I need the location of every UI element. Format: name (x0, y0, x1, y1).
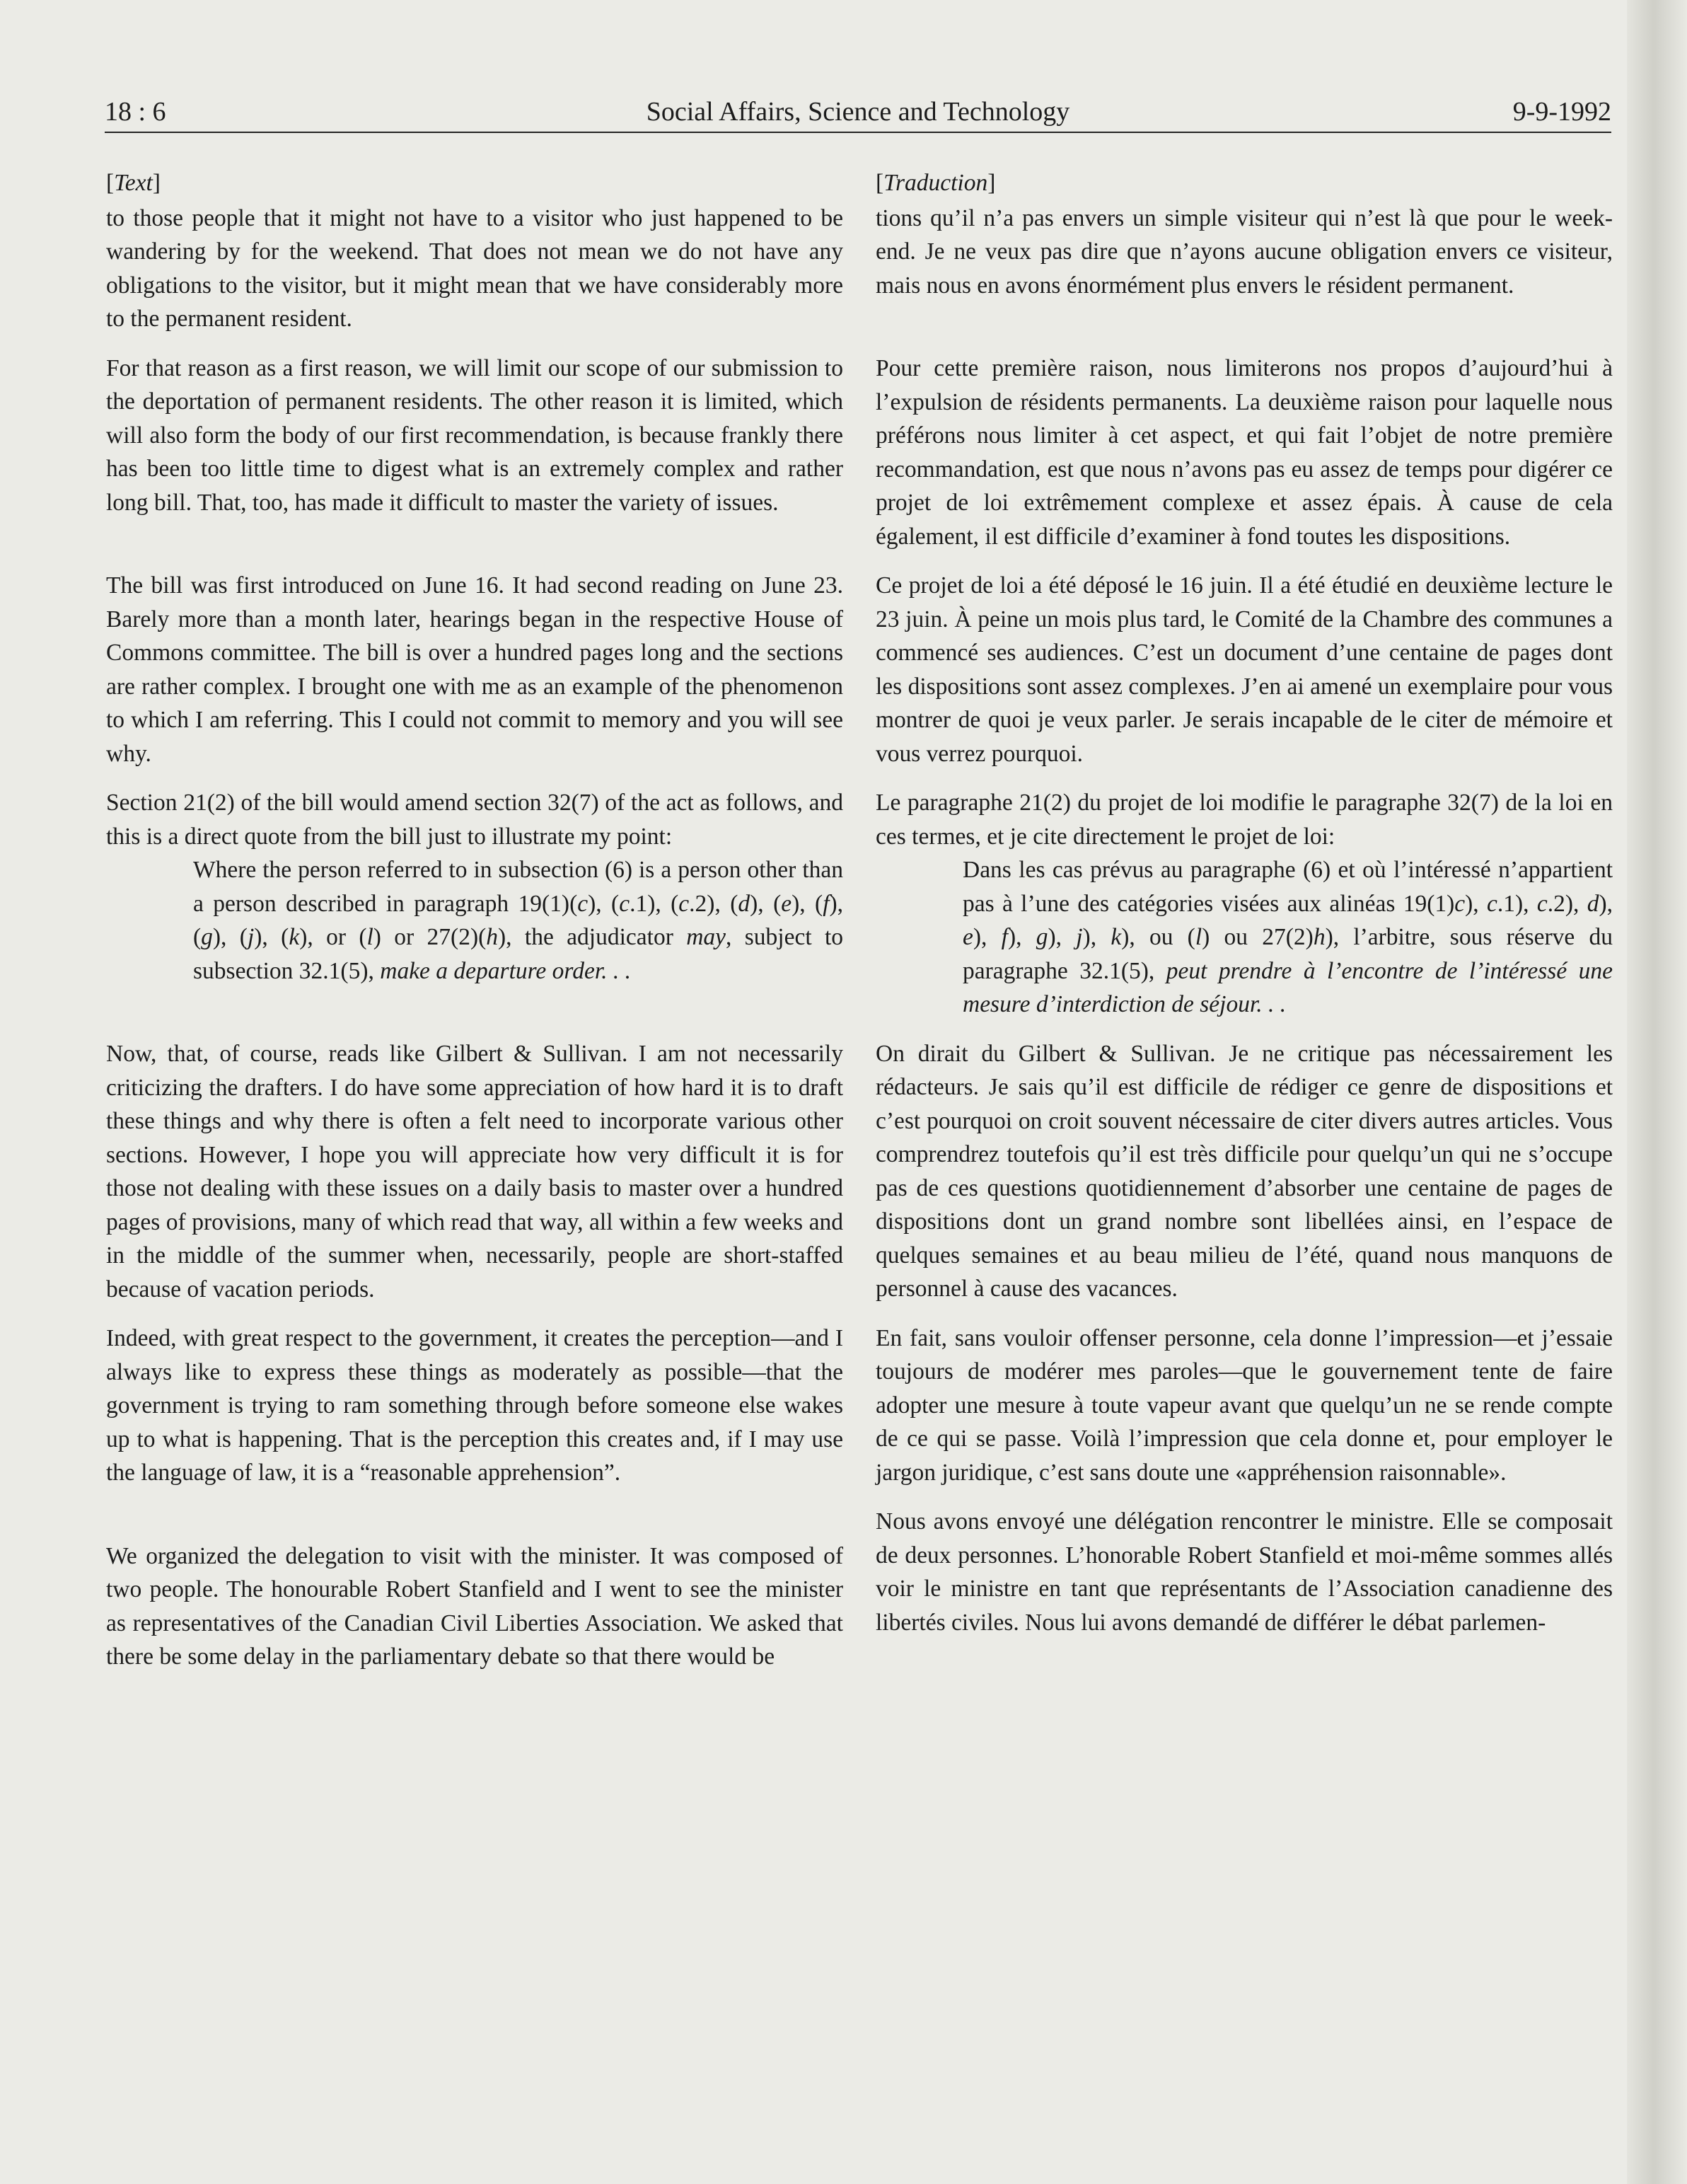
paragraph: The bill was first introduced on June 16. It had second reading on June 23. Barely more than a month later, hearings began in the respective House of Commons committee. The bill is over a hundred pages long and the sections are rather complex. I brought one with me as an example of the phenomenon to which I am referring. This I could not commit to memory and you will see why. (106, 572, 843, 767)
running-header (105, 96, 1611, 133)
paragraph: Section 21(2) of the bill would amend section 32(7) of the act as follows, and this is a direct quote from the bill just to illustrate my point: (106, 790, 843, 850)
paragraph: Now, that, of course, reads like Gilbert & Sullivan. I am not necessarily criticizing the drafters. I do have some appreciation of how hard it is to draft these things and why there is often a felt need to incorporate various other sections. However, I hope you will appreciate how very difficult it is for those not dealing with these issues on a daily basis to master over a hundred pages of provisions, many of which read that way, all within a few weeks and in the middle of the summer when, necessarily, people are short-staffed because of vacation periods. (106, 1041, 843, 1302)
text-label: [Text] (106, 170, 161, 196)
french-column (876, 166, 1613, 1639)
header-title: Social Affairs, Science and Technology (646, 97, 1070, 127)
block-quote: Where the person referred to in subsection (6) is a person other than a person described in paragraph 19(1)(c), (c.1), (c.2), (d), (e), (f), (g), (j), (k), or (l) or 27(2)(h), the adjudicator may, subject to subsection 32.1(5), make a departure order. . . (193, 857, 844, 984)
paragraph: Nous avons envoyé une délégation rencontrer le ministre. Elle se composait de deux personnes. L’honorable Robert Stanfield et moi-même sommes allés voir le ministre en tant que représentants de l’Association canadienne des libertés civiles. Nous lui avons demandé de différer le débat parlemen- (876, 1508, 1613, 1636)
traduction-label: [Traduction] (876, 170, 996, 196)
english-column (106, 166, 843, 1674)
paragraph: We organized the delegation to visit with the minister. It was composed of two people. The honourable Robert Stanfield and I went to see the minister as representatives of the Canadian Civil Liberties Association. We asked that there be some delay in the parliamentary debate so that there would be (106, 1542, 843, 1670)
paragraph: to those people that it might not have to a visitor who just happened to be wandering by for the weekend. That does not mean we do not have any obligations to the visitor, but it might mean that we have considerably more to the permanent resident. (106, 204, 843, 332)
paragraph: Le paragraphe 21(2) du projet de loi modifie le paragraphe 32(7) de la loi en ces termes, et je cite directement le projet de loi: (876, 790, 1613, 850)
paragraph: Pour cette première raison, nous limiterons nos propos d’aujourd’hui à l’expulsion de résidents permanents. La deuxième raison pour laquelle nous préférons nous limiter à cet aspect, et qui fait l’objet de notre première recommandation, est que nous n’avons pas eu assez de temps pour digérer ce projet de loi extrêmement complexe et assez épais. À cause de cela également, il est difficile d’examiner à fond toutes les dispositions. (876, 355, 1613, 550)
block-quote: Dans les cas prévus au paragraphe (6) et où l’intéressé n’appartient pas à l’une des catégories visées aux alinéas 19(1)c), c.1), c.2), d), e), f), g), j), k), ou (l) ou 27(2)h), l’arbitre, sous réserve du paragraphe 32.1(5), peut prendre à l’encontre de l’intéressé une mesure d’interdiction de séjour. . . (963, 857, 1613, 1017)
paragraph: Ce projet de loi a été déposé le 16 juin. Il a été étudié en deuxième lecture le 23 juin. À peine un mois plus tard, le Comité de la Chambre des communes a commencé ses audiences. C’est un document d’une centaine de pages dont les dispositions sont assez complexes. J’en ai amené un exemplaire pour vous montrer de quoi je veux parler. Je serais incapable de le citer de mémoire et vous verrez pourquoi. (876, 572, 1613, 767)
header-date: 9-9-1992 (1512, 97, 1611, 127)
paragraph: Indeed, with great respect to the government, it creates the perception—and I always like to express these things as moderately as possible—that the government is trying to ram something through before someone else wakes up to what is happening. That is the perception this creates and, if I may use the language of law, it is a “reasonable apprehension”. (106, 1325, 843, 1486)
header-page-ref: 18 : 6 (105, 97, 166, 127)
paragraph: tions qu’il n’a pas envers un simple visiteur qui n’est là que pour le week-end. Je ne veux pas dire que n’ayons aucune obligation envers ce visiteur, mais nous en avons énormément plus envers le résident permanent. (876, 204, 1613, 299)
paragraph: For that reason as a first reason, we will limit our scope of our submission to the deportation of permanent residents. The other reason it is limited, which will also form the body of our first recommendation, is because frankly there has been too little time to digest what is an extremely complex and rather long bill. That, too, has made it difficult to master the variety of issues. (106, 354, 843, 516)
page-edge (1627, 0, 1687, 2184)
paragraph: En fait, sans vouloir offenser personne, cela donne l’impression—et j’essaie toujours de modérer mes paroles—que le gouvernement tente de faire adopter une mesure à toute vapeur avant que quelqu’un ne se rende compte de ce qui se passe. Voilà l’impression que cela donne et, pour employer le jargon juridique, c’est sans doute une «appréhension raisonnable». (876, 1324, 1613, 1486)
paragraph: On dirait du Gilbert & Sullivan. Je ne critique pas nécessairement les rédacteurs. Je sais qu’il est difficile de rédiger ce genre de dispositions et c’est pourquoi on croit souvent nécessaire de citer divers autres articles. Vous comprendrez toutefois qu’il est très difficile pour quelqu’un qui ne s’occupe pas de ces questions quotidiennement d’absorber une centaine de pages de dispositions dont un grand nombre sont libellées ainsi, en l’espace de quelques semaines et au beau milieu de l’été, quand nous manquons de personnel à cause des vacances. (876, 1040, 1613, 1302)
